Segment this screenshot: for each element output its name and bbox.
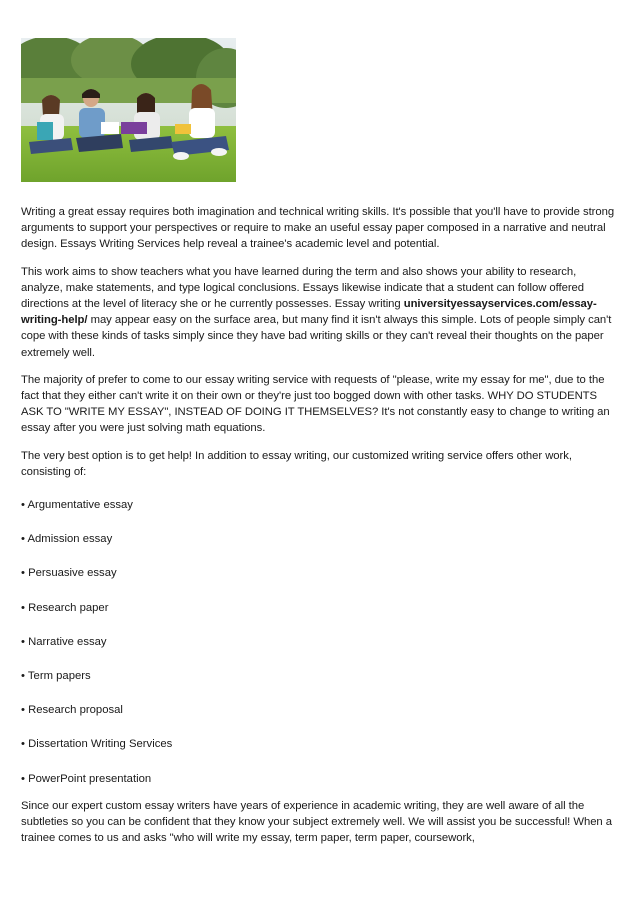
list-item: • Research paper (21, 601, 109, 614)
list-item: • Term papers (21, 670, 91, 683)
paragraph-purpose-text-2: may appear easy on the surface area, but many find it isn't always this simple. Lots of people simply can't cope with these kinds of tasks simply since they have bad writing skills or they can't reveal their thoughts on the paper extremely well. (21, 314, 612, 359)
list-item: • PowerPoint presentation (21, 772, 152, 785)
service-link[interactable]: universityessayservices.com/essay-writing-help/ (21, 298, 597, 327)
paragraph-purpose-text-1: This work aims to show teachers what you have learned during the term and also shows your ability to research, analyze, make statements, and type logical conclusions. Essays likewise indicate that a student can follow offered directions at the level of literacy she or he currently possesses. Essay writing (21, 265, 585, 311)
paragraph-best-option: The very best option is to get help! In addition to essay writing, our customized writing service offers other work, consisting of: (21, 449, 572, 478)
services-list (21, 497, 619, 787)
paragraph-experience: Since our expert custom essay writers have years of experience in academic writing, they are well aware of all the subtleties so you can be confident that they know your subject extremely well. We will assist you be successful! When a trainee comes to us and asks "who will write my essay, term paper, term paper, coursework, (21, 799, 612, 845)
list-item: • Argumentative essay (21, 499, 133, 512)
students-photo (21, 38, 236, 182)
paragraph-intro: Writing a great essay requires both imagination and technical writing skills. It's possible that you'll have to provide strong arguments to support your perspectives or require to make an useful essay paper composed in a narrative and neutral design. Essays Writing Services help reveal a trainee's academic level and potential. (21, 206, 615, 251)
paragraph-purpose (21, 264, 619, 361)
document-page (21, 38, 619, 857)
list-item: • Persuasive essay (21, 567, 117, 580)
list-item: • Research proposal (21, 704, 123, 717)
list-item: • Narrative essay (21, 635, 107, 648)
paragraph-requests: The majority of prefer to come to our essay writing service with requests of "please, write my essay for me", due to the fact that they either can't write it on their own or they're just too bogged down with other tasks. WHY DO STUDENTS ASK TO "WRITE MY ESSAY", INSTEAD OF DOING IT THEMSELVES? It's not constantly easy to change to writing an essay after you were just solving math equations. (21, 373, 610, 435)
list-item: • Admission essay (21, 533, 113, 546)
list-item: • Dissertation Writing Services (21, 738, 173, 751)
